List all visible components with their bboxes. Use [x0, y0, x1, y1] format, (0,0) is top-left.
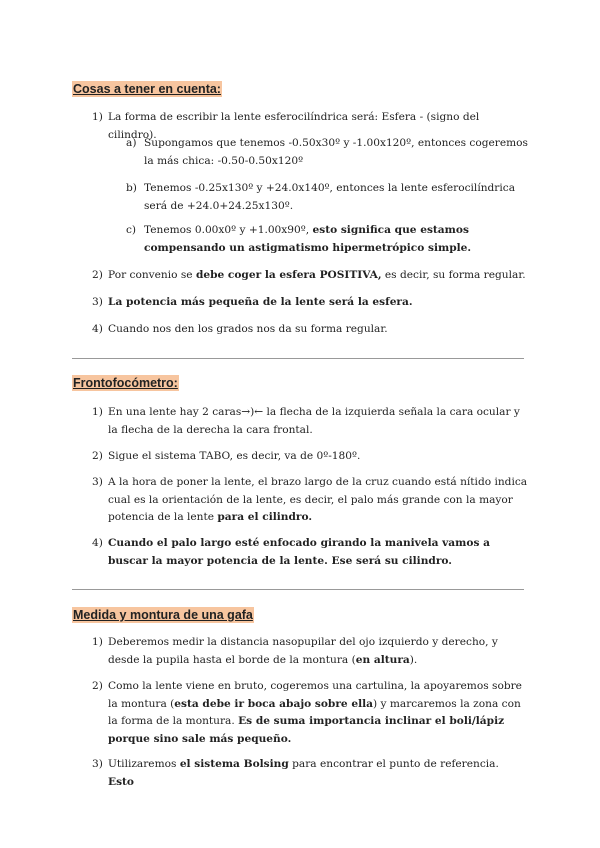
list-number: a) — [126, 137, 137, 149]
list-text — [108, 474, 528, 527]
list-number: b) — [126, 182, 137, 194]
list-text — [144, 180, 528, 215]
list-number: c) — [126, 224, 137, 236]
text-run: Sigue el sistema TABO, es decir, va de 0º-180º. — [108, 450, 361, 462]
text-run: Cuando nos den los grados nos da su forma regular. — [108, 323, 388, 335]
text-run: Como la lente viene en bruto, cogeremos una cartulina, la apoyaremos sobre la montura ( — [108, 680, 522, 710]
list-text — [108, 321, 528, 339]
list-item — [92, 474, 528, 527]
text-run: Supongamos que tenemos -0.50x30º y -1.00x120º, entonces cogeremos la más chica: -0.50-0.50x120º — [144, 137, 528, 167]
text-run: Por convenio se — [108, 269, 196, 281]
list-number: 4) — [92, 537, 103, 549]
list-text — [144, 222, 528, 257]
list-number: 3) — [92, 476, 103, 488]
list-number: 3) — [92, 296, 103, 308]
list-text — [108, 448, 528, 466]
list-item — [92, 634, 528, 669]
bold-text: esta debe ir boca abajo sobre ella — [174, 697, 374, 710]
text-run: Tenemos 0.00x0º y +1.00x90º, — [144, 224, 313, 236]
text-run: ) y marcaremos la zona con la forma de la montura. — [108, 697, 521, 727]
list-text — [108, 634, 528, 669]
section-heading-cosas: Cosas a tener en cuenta: — [73, 82, 221, 96]
text-run: ). — [409, 653, 418, 666]
list-number: 1) — [92, 636, 103, 648]
list-text — [108, 294, 528, 312]
list-number: 2) — [92, 450, 103, 462]
text-run: Tenemos -0.25x130º y +24.0x140º, entonces la lente esferocilíndrica será de +24.0+24.25x130º. — [144, 182, 516, 212]
list-number: 3) — [92, 758, 103, 770]
list-item — [92, 448, 528, 466]
text-run: A la hora de poner la lente, el brazo largo de la cruz cuando está nítido indica cual es la orientación de la lente, es decir, el palo más grande con la mayor potencia de la lente — [108, 476, 528, 523]
bold-text: Es de suma importancia inclinar el boli/lápiz porque sino sale más pequeño. — [108, 715, 505, 745]
list-item — [92, 294, 528, 312]
bold-text: debe coger la esfera POSITIVA, — [195, 269, 382, 281]
bold-text: La potencia más pequeña de la lente será la esfera. — [108, 296, 413, 308]
list-item — [126, 180, 528, 215]
list-item — [126, 222, 528, 257]
list-text — [108, 535, 528, 570]
bold-text: Cuando el palo largo esté enfocado girando la manivela vamos a buscar la mayor potencia de la lente. Ese será su cilindro. — [108, 537, 490, 567]
list-number: 1) — [92, 406, 103, 418]
list-item — [92, 678, 528, 748]
list-text — [144, 135, 528, 170]
list-item — [92, 535, 528, 570]
text-run: La forma de escribir la lente esferocilíndrica será: Esfera - (signo del cilindro). — [108, 111, 480, 141]
list-number: 2) — [92, 680, 103, 692]
list-item — [92, 321, 528, 339]
text-run: para encontrar el punto de referencia. — [288, 758, 499, 770]
bold-text: para el cilindro. — [217, 511, 313, 523]
section-divider — [72, 358, 524, 359]
list-text — [108, 267, 528, 285]
section-heading-frontofocometro: Frontofocómetro: — [73, 376, 178, 390]
list-item — [92, 267, 528, 285]
text-run: Utilizaremos — [108, 758, 180, 770]
list-item — [126, 135, 528, 170]
list-item — [92, 404, 528, 439]
section-heading-medida: Medida y montura de una gafa — [73, 608, 253, 622]
section-divider — [72, 589, 524, 590]
text-run: es decir, su forma regular. — [381, 269, 526, 281]
list-text — [108, 678, 528, 748]
list-item — [92, 756, 528, 791]
bold-text: el sistema Bolsing — [179, 758, 289, 770]
list-text — [108, 756, 528, 791]
text-run: En una lente hay 2 caras→)← la flecha de la izquierda señala la cara ocular y la flecha de la derecha la cara frontal. — [108, 406, 520, 436]
list-number: 4) — [92, 323, 103, 335]
bold-text: esto significa que estamos compensando un astigmatismo hipermetrópico simple. — [144, 224, 472, 254]
list-text — [108, 404, 528, 439]
bold-text: Esto — [108, 775, 134, 788]
text-run: Deberemos medir la distancia nasopupilar del ojo izquierdo y derecho, y desde la pupila hasta el borde de la montura ( — [108, 636, 498, 666]
bold-text: en altura — [355, 653, 410, 666]
list-number: 1) — [92, 111, 103, 123]
list-number: 2) — [92, 269, 103, 281]
